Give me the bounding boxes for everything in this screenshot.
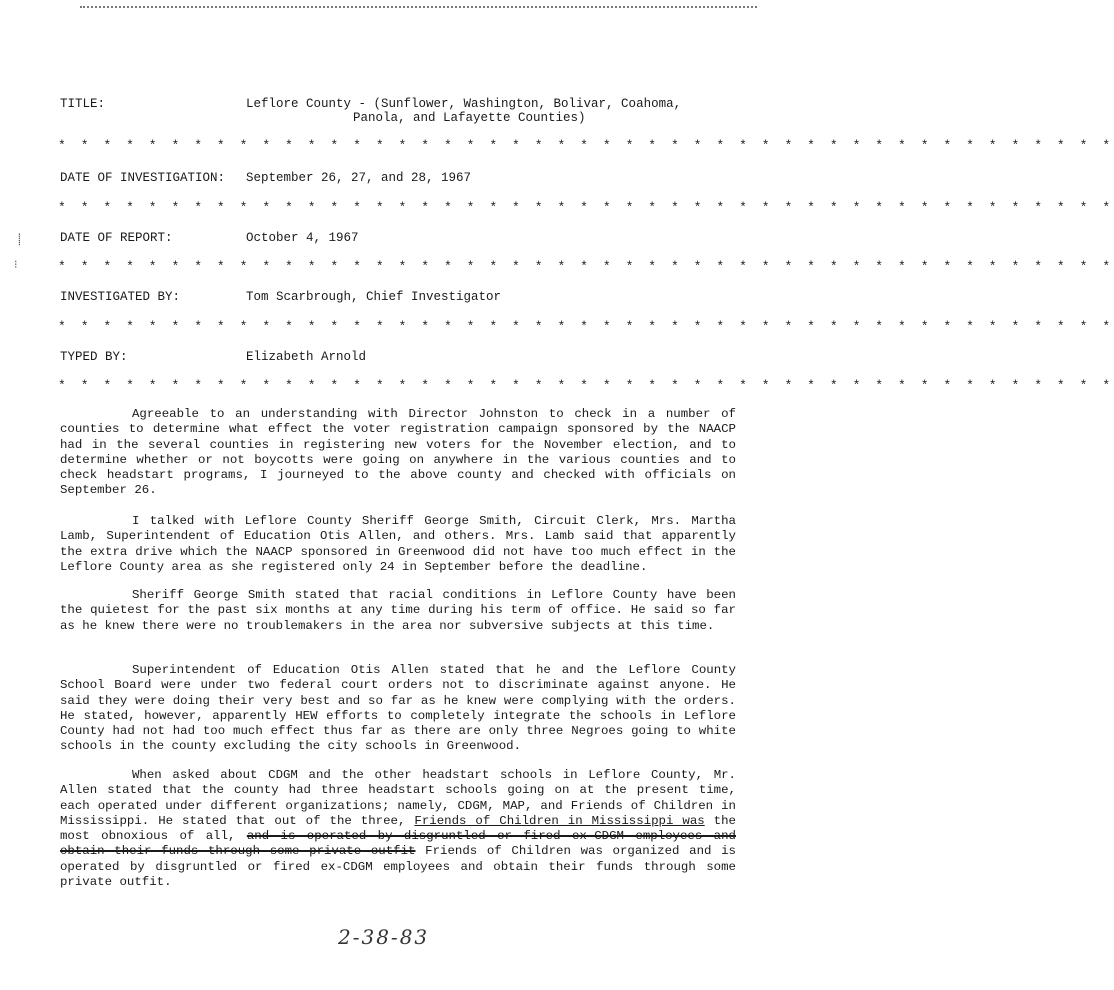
paragraph-5-text-a: When asked about CDGM and the other headstart schools in Leflore County, Mr. Allen stated that the county had three headstart schools going on at the present time, each operated under different organizations; namely, CDGM, MAP, and Friends of Children in Mississippi. He stated that out of the three,: [60, 768, 736, 828]
title-value: Leflore County - (Sunflower, Washington, Bolivar, Coahoma,: [246, 97, 682, 111]
date-report-value: October 4, 1967: [246, 231, 359, 245]
paragraph-5-text-b: the most obnoxious of all,: [60, 813, 736, 844]
separator-1: * * * * * * * * * * * * * * * * * * * * * * * * * * * * * * * * * * * * * * * * * * * * * * *: [58, 138, 1114, 153]
date-investigation-value: September 26, 27, and 28, 1967: [246, 171, 472, 185]
paragraph-3: Sheriff George Smith stated that racial conditions in Leflore County have been the quietest for the past six months at any time during his term of office. He said so far as he knew there were no troublemakers in the area nor subversive subjects at this time.: [60, 588, 736, 633]
margin-mark-2: ⁝: [14, 260, 18, 272]
investigated-by-value: Tom Scarbrough, Chief Investigator: [246, 290, 502, 304]
page-top-dotted-border: [80, 0, 757, 8]
paragraph-5-underlined: Friends of Children in Mississippi was: [414, 813, 705, 828]
separator-2: * * * * * * * * * * * * * * * * * * * * * * * * * * * * * * * * * * * * * * * * * * * * * * *: [58, 200, 1114, 215]
date-report-label: DATE OF REPORT:: [60, 231, 173, 245]
paragraph-1: Agreeable to an understanding with Director Johnston to check in a number of counties to determine what effect the voter registration campaign sponsored by the NAACP had in the several counties in registering new voters for the November election, and to determine whether or not boycotts were going on anywhere in the various counties and to check headstart programs, I journeyed to the above county and checked with officials on September 26.: [60, 407, 736, 498]
title-value-continued: Panola, and Lafayette Counties): [353, 111, 586, 125]
typed-by-value: Elizabeth Arnold: [246, 350, 367, 364]
handwritten-page-number: 2-38-83: [338, 925, 430, 949]
margin-mark-1: ⸽: [18, 235, 21, 247]
separator-5: * * * * * * * * * * * * * * * * * * * * * * * * * * * * * * * * * * * * * * * * * * * * * * *: [58, 378, 1114, 393]
separator-4: * * * * * * * * * * * * * * * * * * * * * * * * * * * * * * * * * * * * * * * * * * * * * * *: [58, 319, 1114, 334]
date-investigation-label: DATE OF INVESTIGATION:: [60, 171, 226, 185]
paragraph-5-text-c: Friends of Children was organized and is operated by disgruntled or fired ex-CDGM employees and obtain their funds through some private outfit.: [60, 844, 736, 890]
paragraph-5-struck-text: and is operated by disgruntled or fired ex-CDGM employees and obtain their funds through some private outfit: [60, 829, 736, 859]
separator-3: * * * * * * * * * * * * * * * * * * * * * * * * * * * * * * * * * * * * * * * * * * * * * * *: [58, 259, 1114, 274]
title-label: TITLE:: [60, 97, 106, 111]
investigated-by-label: INVESTIGATED BY:: [60, 290, 181, 304]
paragraph-4: Superintendent of Education Otis Allen stated that he and the Leflore County School Board were under two federal court orders not to discriminate against anyone. He said they were doing their very best and so far as he knew were complying with the orders. He stated, however, apparently HEW efforts to completely integrate the schools in Leflore County had not had too much effect thus far as there are only three Negroes going to white schools in the county excluding the city schools in Greenwood.: [60, 663, 736, 754]
paragraph-2: I talked with Leflore County Sheriff George Smith, Circuit Clerk, Mrs. Martha Lamb, Superintendent of Education Otis Allen, and others. Mrs. Lamb said that apparently the extra drive which the NAACP sponsored in Greenwood did not have too much effect in the Leflore County area as she registered only 24 in September before the deadline.: [60, 514, 736, 574]
typed-by-label: TYPED BY:: [60, 350, 128, 364]
paragraph-5: [60, 768, 736, 890]
